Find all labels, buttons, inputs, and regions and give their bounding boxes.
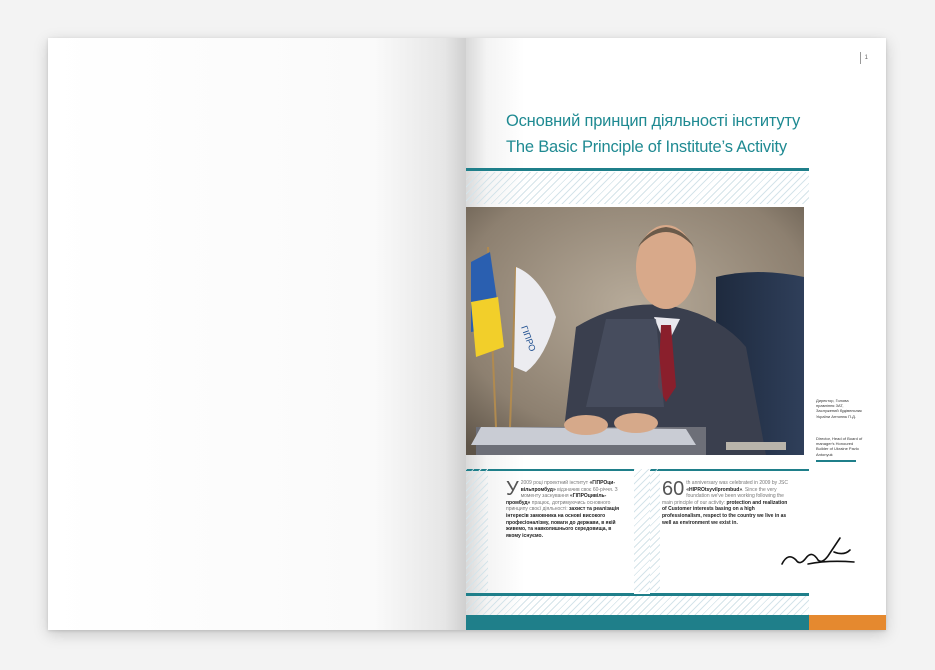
flag-text: ГІПРО bbox=[519, 324, 538, 353]
drop-cap-ua: У bbox=[506, 478, 519, 500]
hatch-left-ua bbox=[466, 469, 488, 592]
caption-rule bbox=[816, 460, 856, 462]
hatch-left-en bbox=[650, 469, 660, 592]
page-number: 1 bbox=[860, 52, 868, 64]
column-ukrainian-text: У 2009 році проектний інститут «ГІПРОци-вільпромбуд» відзначив своє 60-річчя. З моменту заснування «ГІПРОцивіль-промбуд» працює, дотримуючись основного принципу своєї діяльності: захист та реалізація інтересів замовника на основі високого професіоналізму, поваги до держави, в якій живемо, та навколишнього середовища, в якому існуємо. bbox=[506, 478, 620, 539]
magazine-spread bbox=[48, 38, 886, 630]
right-page bbox=[466, 38, 886, 630]
hatch-band-bottom bbox=[466, 596, 809, 615]
signature-image bbox=[778, 534, 858, 574]
hatch-gutter bbox=[634, 469, 650, 592]
director-photo bbox=[466, 207, 804, 455]
drop-cap-en: 60 bbox=[662, 478, 685, 500]
caption-ukrainian: Директор, Голова правління ЗАТ, Заслужений будівельник України Антонюк П.Д. bbox=[816, 398, 862, 419]
left-page bbox=[48, 38, 466, 630]
footer-bar-orange bbox=[809, 615, 886, 630]
title-rule bbox=[466, 168, 809, 171]
title-english: The Basic Principle of Institute’s Activity bbox=[506, 138, 787, 156]
footer-bar-teal bbox=[466, 615, 809, 630]
title-ukrainian: Основний принцип діяльності інституту bbox=[506, 112, 801, 130]
hatch-band-top bbox=[466, 172, 809, 204]
column-english-text: 60 th anniversary was celebrated in 2009 by JSC «HIPROtsyvilprombud». Since the very foundation we've been working following the main principle of our activity: protection and realization of Customer interests basing on a high professionalism, respect to the country we live in as well as environment we exist in. bbox=[662, 478, 788, 526]
caption-english: Director, Head of Board of manager's Honoured Builder of Ukraine Pavlo Antonyuk bbox=[816, 436, 863, 457]
